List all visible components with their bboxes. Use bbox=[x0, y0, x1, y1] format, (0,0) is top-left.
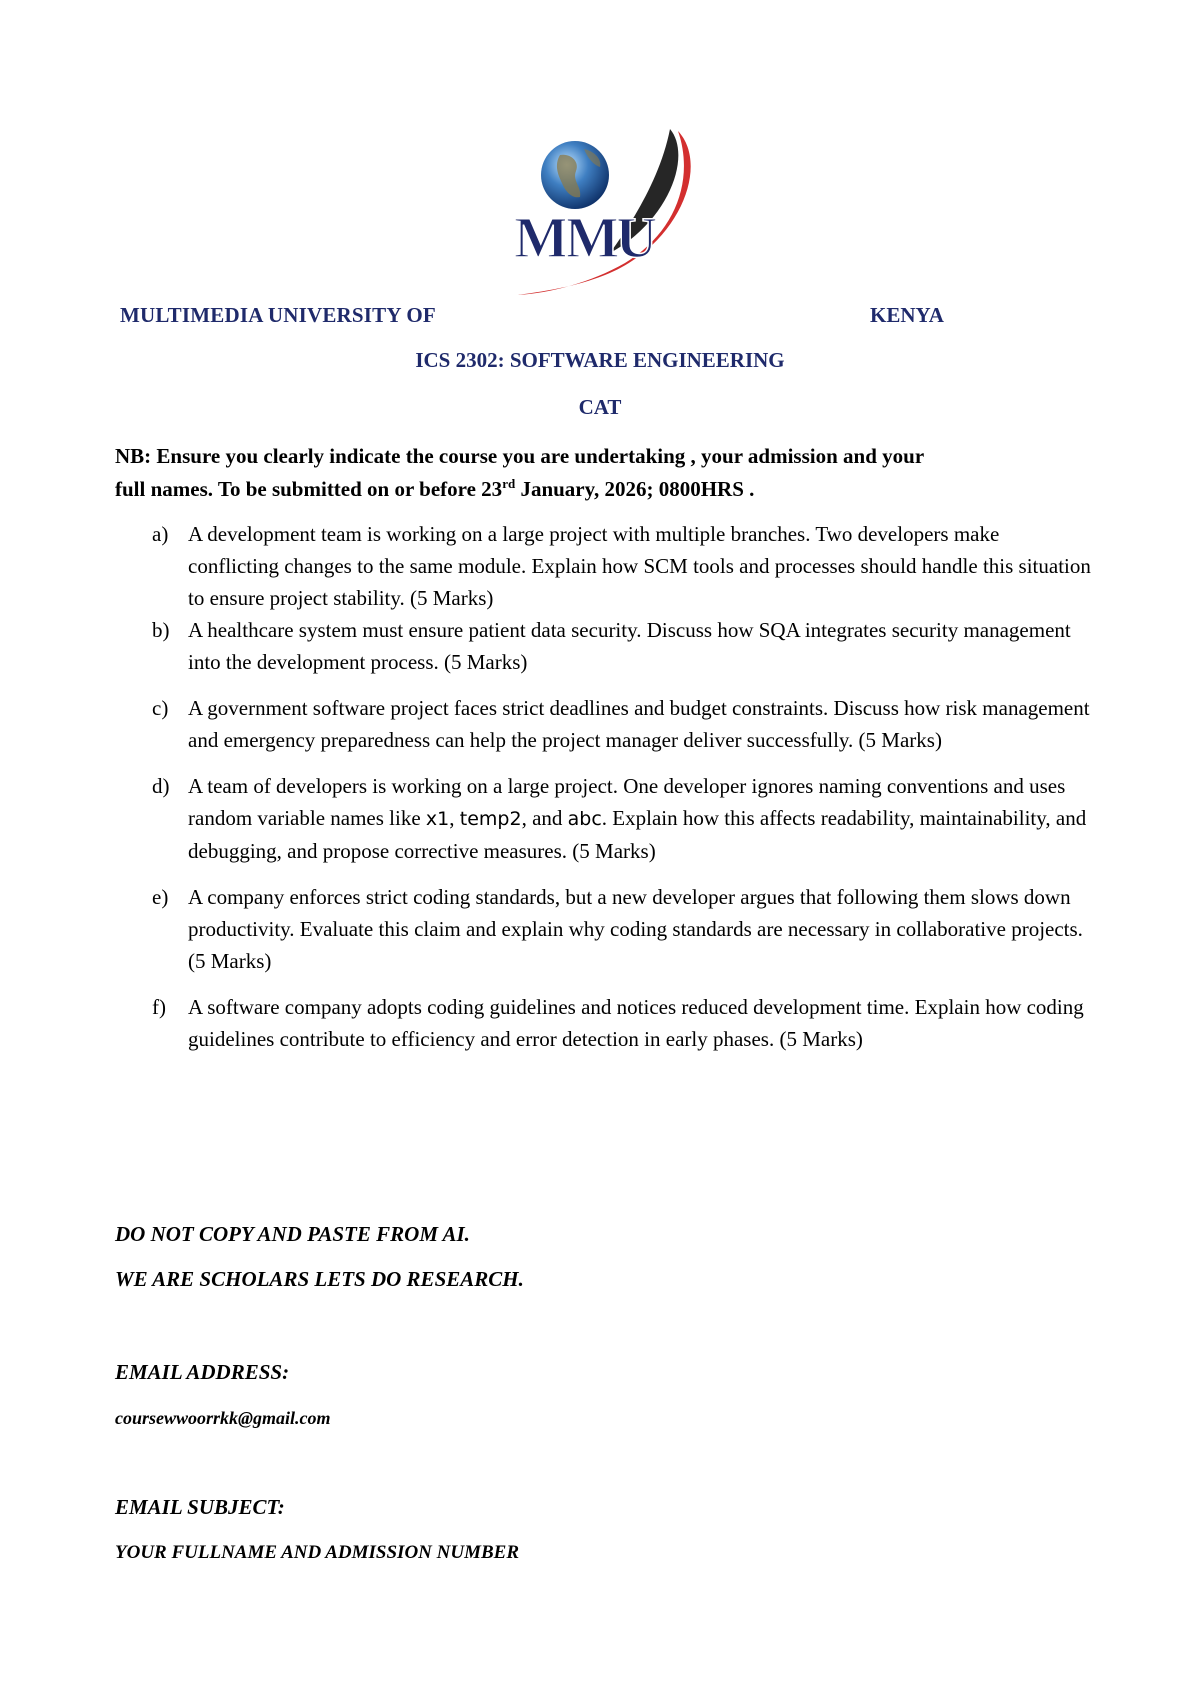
email-address-value: coursewwoorrkk@gmail.com bbox=[115, 1408, 331, 1428]
notice-line-1: NB: Ensure you clearly indicate the course you are undertaking , your admission and your bbox=[115, 444, 925, 468]
question-item bbox=[115, 881, 1095, 977]
question-marker: e) bbox=[152, 885, 169, 909]
mmu-logo bbox=[510, 125, 710, 310]
code-snippet: temp2 bbox=[459, 808, 522, 830]
question-text: A healthcare system must ensure patient data security. Discuss how SQA integrates security management into the development process. (5 Marks) bbox=[188, 618, 1071, 674]
question-item bbox=[115, 991, 1095, 1055]
question-item bbox=[115, 770, 1095, 867]
question-marker: c) bbox=[152, 696, 169, 720]
university-name-left: MULTIMEDIA UNIVERSITY OF bbox=[120, 303, 436, 327]
question-text: A team of developers is working on a large project. One developer ignores naming conventions and uses random variable names like x1, temp2, and abc. Explain how this affects readability, maintainability, and debugging, and propose corrective measures. (5 Marks) bbox=[188, 774, 1087, 863]
logo-lettering: MMU bbox=[514, 205, 654, 270]
university-name-right: KENYA bbox=[870, 303, 944, 327]
code-snippet: abc bbox=[567, 808, 602, 830]
question-item bbox=[115, 518, 1095, 614]
question-item bbox=[115, 614, 1095, 678]
question-marker: f) bbox=[152, 995, 166, 1019]
question-text: A government software project faces strict deadlines and budget constraints. Discuss how risk management and emergency preparedness can help the project manager deliver successfully. (5 Marks) bbox=[188, 696, 1090, 752]
question-text: A software company adopts coding guidelines and notices reduced development time. Explain how coding guidelines contribute to efficiency and error detection in early phases. (5 Marks) bbox=[188, 995, 1084, 1051]
research-note: WE ARE SCHOLARS LETS DO RESEARCH. bbox=[115, 1267, 524, 1291]
notice-line-2: full names. To be submitted on or before 23rd January, 2026; 0800HRS . bbox=[115, 476, 755, 501]
email-address-label: EMAIL ADDRESS: bbox=[115, 1360, 290, 1384]
email-subject-value: YOUR FULLNAME AND ADMISSION NUMBER bbox=[115, 1542, 520, 1563]
question-marker: b) bbox=[152, 618, 170, 642]
question-item bbox=[115, 692, 1095, 756]
ai-warning: DO NOT COPY AND PASTE FROM AI. bbox=[115, 1222, 470, 1246]
question-marker: a) bbox=[152, 522, 169, 546]
email-subject-label: EMAIL SUBJECT: bbox=[115, 1495, 285, 1519]
question-marker: d) bbox=[152, 774, 170, 798]
code-snippet: x1 bbox=[425, 808, 450, 830]
question-list bbox=[115, 518, 1095, 1069]
course-title: ICS 2302: SOFTWARE ENGINEERING bbox=[415, 348, 785, 372]
submission-notice bbox=[115, 440, 1095, 506]
question-text: A company enforces strict coding standards, but a new developer argues that following them slows down productivity. Evaluate this claim and explain why coding standards are necessary in collaborative projects. (5 Marks) bbox=[188, 885, 1083, 973]
question-text: A development team is working on a large project with multiple branches. Two developers make conflicting changes to the same module. Explain how SCM tools and processes should handle this situation to ensure project stability. (5 Marks) bbox=[188, 522, 1091, 610]
assessment-title: CAT bbox=[578, 395, 622, 419]
